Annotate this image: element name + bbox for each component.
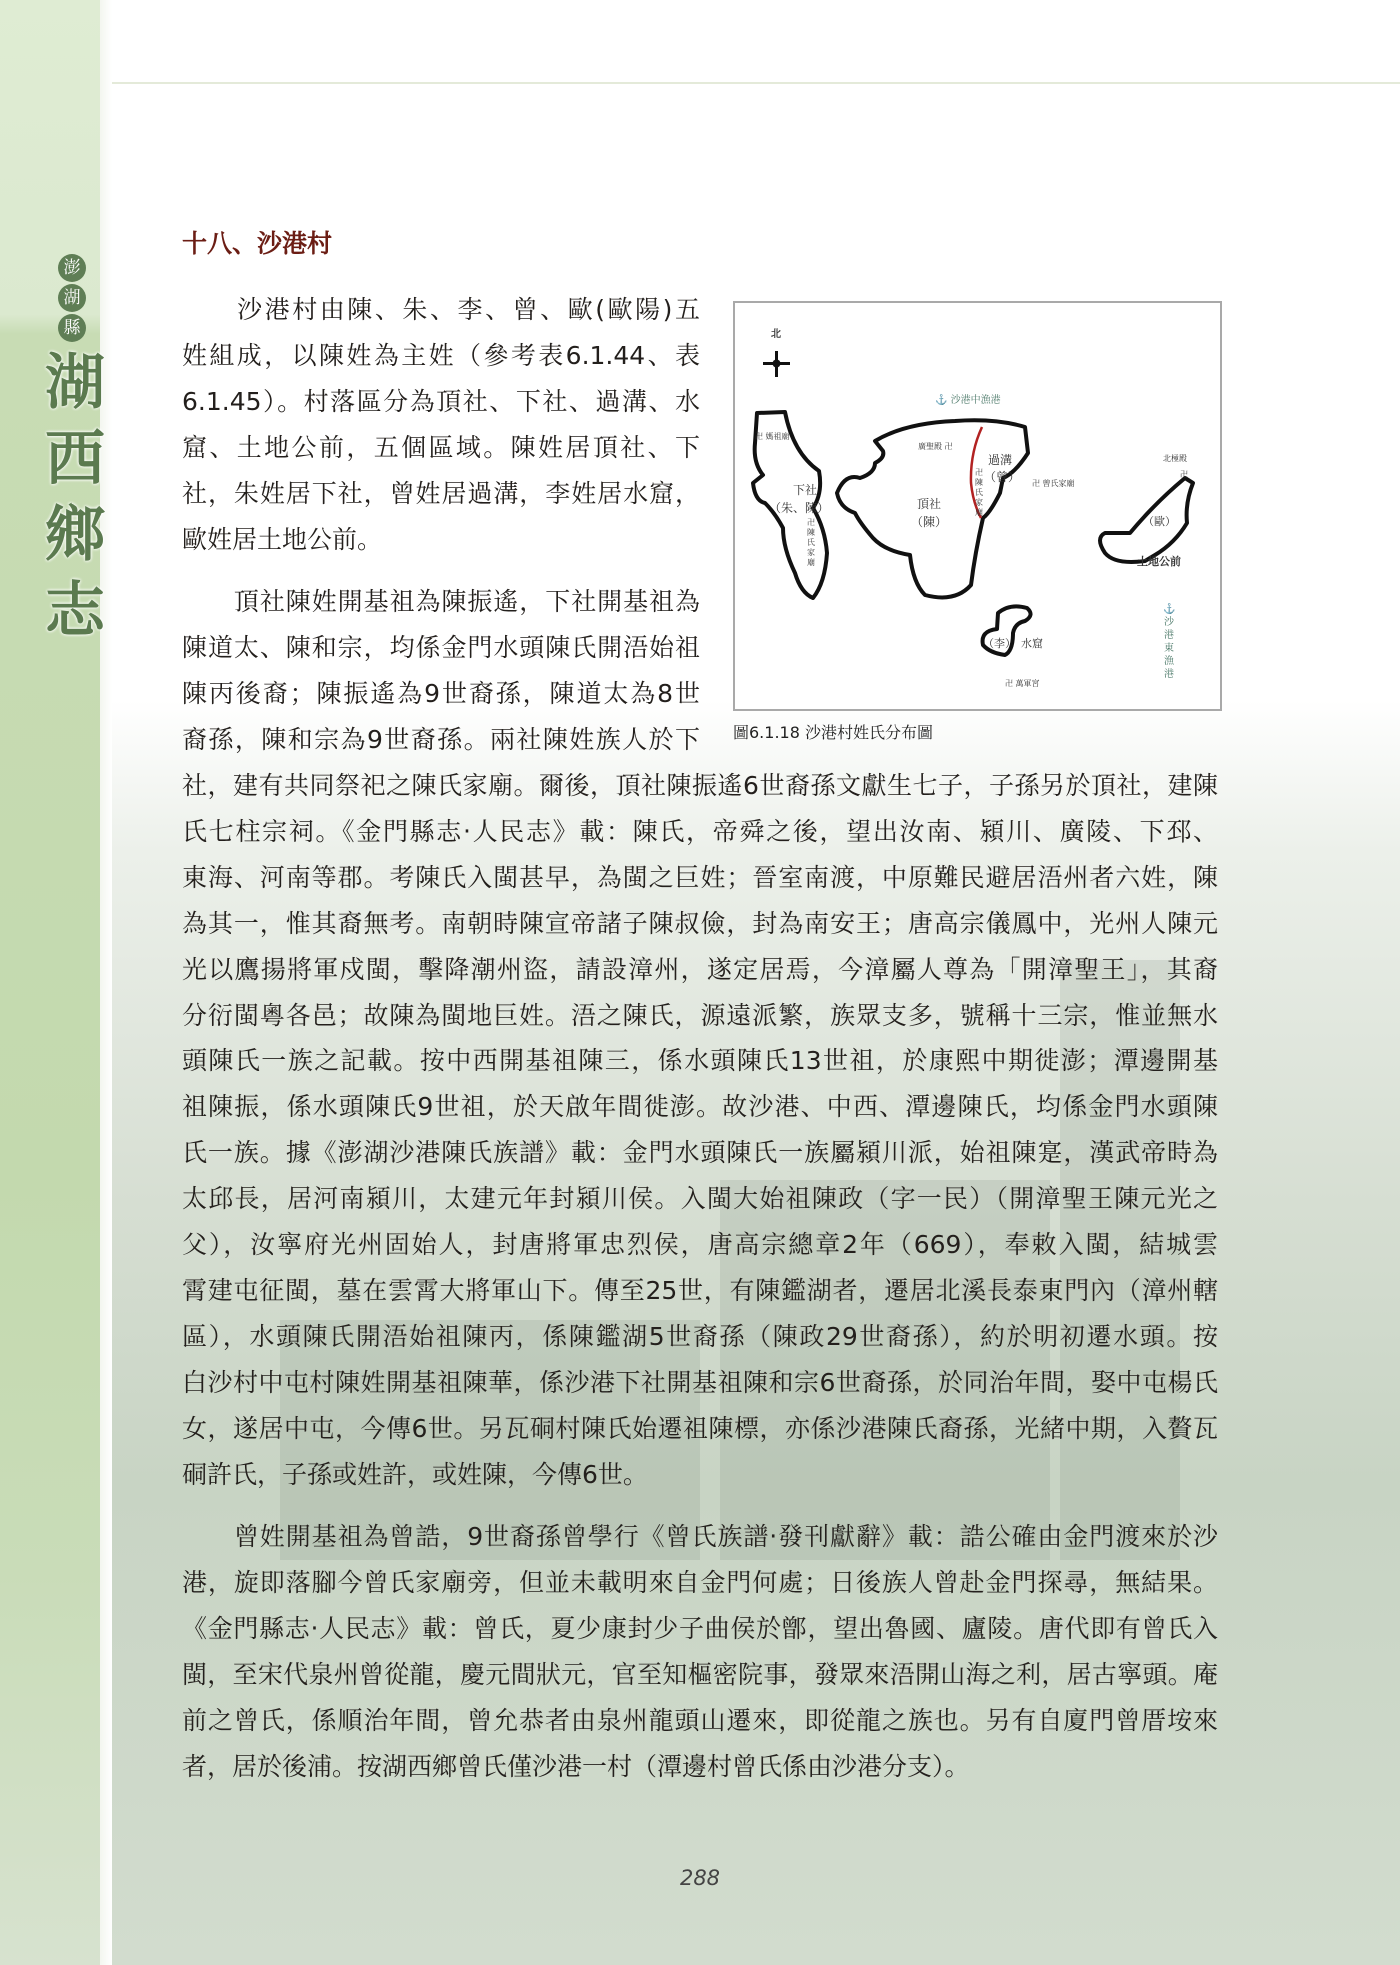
body-text-line: 6.1.45）。村落區分為頂社、下社、過溝、水 xyxy=(182,386,700,416)
book-title xyxy=(40,345,110,649)
area-xiashe-label: 下社 xyxy=(793,483,818,497)
area-guogou-label: 過溝 xyxy=(988,453,1013,467)
harbor-east-label: 沙港東漁港 xyxy=(1164,617,1174,680)
sidebar-edge xyxy=(100,0,112,1965)
harbor-middle xyxy=(935,391,1001,406)
area-xiashe-names: （朱、陳） xyxy=(769,501,830,515)
area-dingshe-label: 頂社 xyxy=(917,497,942,511)
body-text-line: 頂社陳姓開基祖為陳振遙，下社開基祖為 xyxy=(182,587,700,617)
series-char: 縣 xyxy=(58,314,86,342)
area-dingshe-names: （陳） xyxy=(911,515,948,529)
temple-beiji-label: 北極殿 xyxy=(1163,454,1187,463)
body-text-line: 陳道太、陳和宗，均係金門水頭陳氏開浯始祖 xyxy=(182,633,700,663)
body-text-line: 社，朱姓居下社，曾姓居過溝，李姓居水窟， xyxy=(182,478,700,508)
body-text-line: 分衍閩粵各邑；故陳為閩地巨姓。浯之陳氏，源遠派繁，族眾支多，號稱十三宗，惟並無水 xyxy=(182,1000,1218,1030)
harbor-east xyxy=(1163,603,1175,681)
body-text-line: 霄建屯征閩，墓在雲霄大將軍山下。傳至25世，有陳鑑湖者，遷居北溪長泰東門內（漳州轄 xyxy=(182,1275,1218,1305)
temple-mazu-label: 卍 媽祖廟 xyxy=(755,432,790,441)
body-text-line: 東海、河南等郡。考陳氏入閩甚早，為閩之巨姓；晉室南渡，中原難民避居浯州者六姓，陳 xyxy=(182,862,1218,892)
book-title-char: 西 xyxy=(45,424,105,494)
body-text-line: 光以鷹揚將軍戍閩，擊降潮州盜，請設漳州，遂定居焉，今漳屬人尊為「開漳聖王」，其裔 xyxy=(182,954,1218,984)
body-text-line: 祖陳振，係水頭陳氏9世祖，於天啟年間徙澎。故沙港、中西、潭邊陳氏，均係金門水頭陳 xyxy=(182,1092,1218,1122)
header-rule xyxy=(112,82,1400,84)
body-text-line: 沙港村由陳、朱、李、曾、歐(歐陽)五 xyxy=(182,295,700,324)
body-text-line: 頭陳氏一族之記載。按中西開基祖陳三，係水頭陳氏13世祖，於康熙中期徙澎；潭邊開基 xyxy=(182,1046,1218,1076)
figure-caption: 圖6.1.18 沙港村姓氏分布圖 xyxy=(733,723,933,742)
body-text-line: 窟、土地公前，五個區域。陳姓居頂社、下 xyxy=(182,432,700,462)
body-text-line: 太邱長，居河南潁川，太建元年封潁川侯。入閩大始祖陳政（字一民）（開漳聖王陳元光之 xyxy=(182,1184,1218,1214)
temple-guangsheng-label: 廣聖殿 卍 xyxy=(918,442,953,451)
temple-zeng-label: 卍 曾氏家廟 xyxy=(1032,479,1075,488)
body-text-line: 《金門縣志‧人民志》載：曾氏，夏少康封少子曲侯於鄫，望出魯國、廬陵。唐代即有曾氏入 xyxy=(182,1614,1218,1644)
temple-wanjun-label: 卍 萬軍宮 xyxy=(1005,679,1040,688)
area-ou-names: （歐） xyxy=(1143,515,1176,528)
series-badge xyxy=(58,254,88,342)
page-number: 288 xyxy=(679,1866,721,1890)
body-text-line: 前之曾氏，係順治年間，曾允恭者由泉州龍頭山遷來，即從龍之族也。另有自廈門曾厝垵來 xyxy=(182,1706,1218,1735)
body-text-line: 氏一族。據《澎湖沙港陳氏族譜》載：金門水頭陳氏一族屬潁川派，始祖陳寔，漢武帝時為 xyxy=(182,1138,1218,1168)
series-char: 澎 xyxy=(58,254,86,282)
body-text-line: 曾姓開基祖為曾誥，9世裔孫曾學行《曾氏族譜‧發刊獻辭》載：誥公確由金門渡來於沙 xyxy=(182,1522,1218,1552)
surname-distribution-map xyxy=(733,301,1222,711)
area-shuiku-label: 水窟 xyxy=(1021,637,1043,650)
anchor-icon: ⚓ xyxy=(935,395,948,406)
body-text-line: 白沙村中屯村陳姓開基祖陳華，係沙港下社開基祖陳和宗6世裔孫，於同治年間，娶中屯楊氏 xyxy=(182,1367,1218,1397)
body-text-line: 姓組成，以陳姓為主姓（參考表6.1.44、表 xyxy=(182,340,700,370)
body-text-line: 歐姓居土地公前。 xyxy=(182,524,383,554)
area-li-names: （李） xyxy=(983,637,1016,650)
body-text-line: 閩，至宋代泉州曾從龍，慶元間狀元，官至知樞密院事，發眾來浯開山海之利，居古寧頭。庵 xyxy=(182,1660,1218,1690)
body-text-line: 陳丙後裔；陳振遙為9世裔孫，陳道太為8世 xyxy=(182,679,700,709)
book-title-char: 志 xyxy=(45,576,105,646)
book-title-char: 鄉 xyxy=(45,500,105,570)
body-text-line: 社，建有共同祭祀之陳氏家廟。爾後，頂社陳振遙6世裔孫文獻生七子，子孫另於頂社，建陳 xyxy=(182,771,1218,800)
anchor-icon: ⚓ xyxy=(1163,604,1176,615)
area-tudigongqian-label: 土地公前 xyxy=(1137,555,1181,568)
body-text-line: 港，旋即落腳今曾氏家廟旁，但並未載明來自金門何處；日後族人曾赴金門探尋，無結果。 xyxy=(182,1568,1218,1598)
series-char: 湖 xyxy=(58,284,86,312)
body-text-line: 氏七柱宗祠。《金門縣志‧人民志》載：陳氏，帝舜之後，望出汝南、潁川、廣陵、下邳、 xyxy=(182,816,1218,846)
body-text-line: 為其一，惟其裔無考。南朝時陳宣帝諸子陳叔儉，封為南安王；唐高宗儀鳳中，光州人陳元 xyxy=(182,908,1218,938)
area-guogou-names: （曾） xyxy=(984,470,1021,484)
north-label: 北 xyxy=(771,329,781,340)
harbor-middle-label: 沙港中漁港 xyxy=(950,395,1001,406)
section-title: 十八、沙港村 xyxy=(182,229,333,258)
book-title-char: 湖 xyxy=(45,348,105,418)
temple-chen-lower-label: 卍陳氏家廟 xyxy=(807,518,815,567)
body-text-line: 區），水頭陳氏開浯始祖陳丙，係陳鑑湖5世裔孫（陳政29世裔孫），約於明初遷水頭。按 xyxy=(182,1321,1218,1351)
body-text-line: 者，居於後浦。按湖西鄉曾氏僅沙港一村（潭邊村曾氏係由沙港分支）。 xyxy=(182,1751,970,1781)
compass-icon xyxy=(763,351,790,377)
body-text-line: 父），汝寧府光州固始人，封唐將軍忠烈侯，唐高宗總章2年（669），奉敕入閩，結城雲 xyxy=(182,1230,1218,1259)
temple-chen-upper-label: 卍陳氏家廟 xyxy=(975,468,983,517)
body-text-line: 硐許氏，子孫或姓許，或姓陳，今傳6世。 xyxy=(182,1459,648,1489)
body-text-line: 女，遂居中屯，今傳6世。另瓦硐村陳氏始遷祖陳標，亦係沙港陳氏裔孫，光緒中期，入贅瓦 xyxy=(182,1413,1218,1443)
temple-beiji-mark: 卍 xyxy=(1180,470,1188,479)
body-text-line: 裔孫，陳和宗為9世裔孫。兩社陳姓族人於下 xyxy=(182,725,700,755)
